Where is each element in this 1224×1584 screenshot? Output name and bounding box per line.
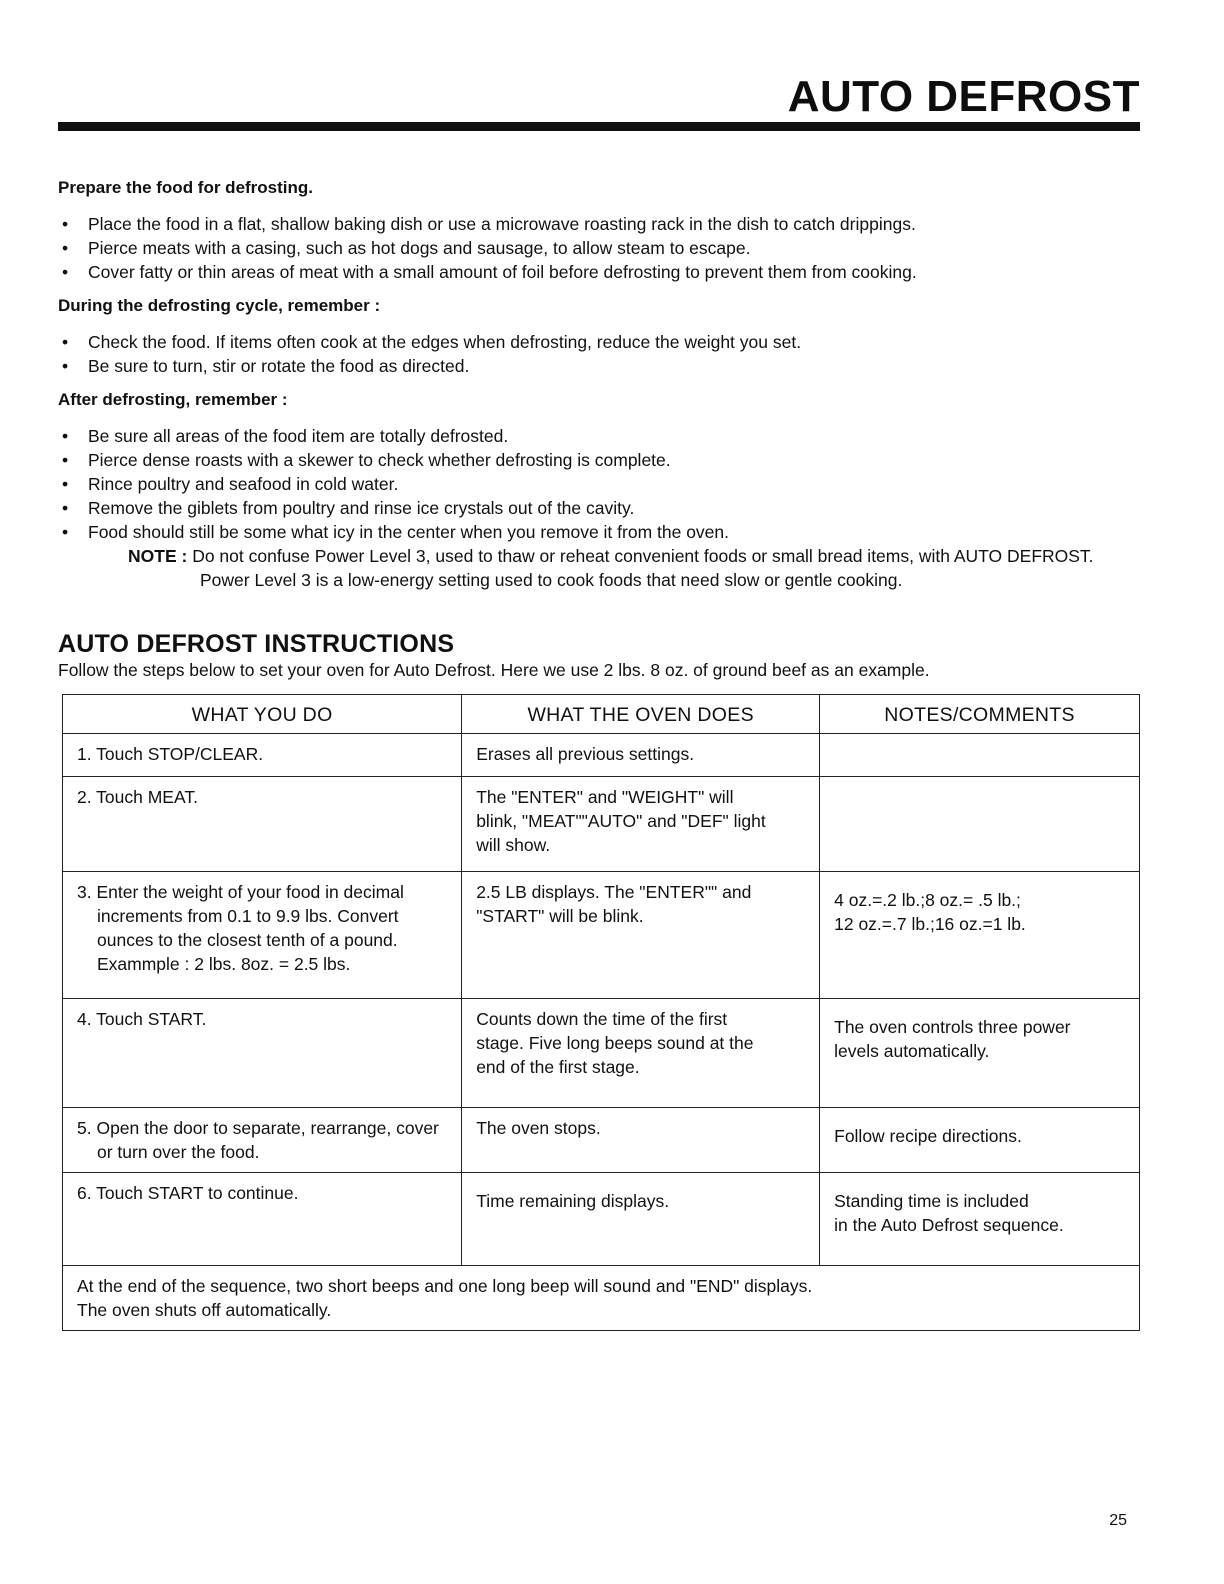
- step-cell: [63, 734, 462, 777]
- step-text: 6. Touch START to continue.: [77, 1183, 299, 1203]
- defrost-note: [128, 544, 1120, 592]
- table-row: [63, 734, 1140, 777]
- during-heading: During the defrosting cycle, remember :: [58, 296, 381, 315]
- notes-line: 12 oz.=.7 lb.;16 oz.=1 lb.: [834, 914, 1026, 934]
- oven-cell: [462, 999, 820, 1108]
- prepare-list: [58, 212, 1140, 284]
- step-text: 2. Touch MEAT.: [77, 787, 198, 807]
- footer-line: The oven shuts off automatically.: [77, 1300, 332, 1320]
- list-item: • Remove the giblets from poultry and rinse ice crystals out of the cavity.: [58, 496, 1140, 520]
- step-cell: [63, 999, 462, 1108]
- notes-line: Standing time is included: [834, 1191, 1029, 1211]
- instructions-title: AUTO DEFROST INSTRUCTIONS: [58, 630, 455, 658]
- footer-line: At the end of the sequence, two short beeps and one long beep will sound and "END" displays.: [77, 1276, 813, 1296]
- step-cell: [63, 777, 462, 872]
- list-item: • Pierce meats with a casing, such as hot dogs and sausage, to allow steam to escape.: [58, 236, 1140, 260]
- table-row: [63, 1173, 1140, 1266]
- title-rule: [58, 122, 1140, 131]
- list-item: • Be sure to turn, stir or rotate the food as directed.: [58, 354, 1140, 378]
- notes-line: 4 oz.=.2 lb.;8 oz.= .5 lb.;: [834, 890, 1021, 910]
- list-item: • Pierce dense roasts with a skewer to check whether defrosting is complete.: [58, 448, 1140, 472]
- step-text: 1. Touch STOP/CLEAR.: [77, 744, 264, 764]
- step-cell: [63, 872, 462, 999]
- prepare-heading: Prepare the food for defrosting.: [58, 178, 314, 197]
- column-header-notes: NOTES/COMMENTS: [820, 695, 1140, 734]
- notes-text: Follow recipe directions.: [834, 1126, 1022, 1146]
- table-row: [63, 1108, 1140, 1173]
- list-item: • Food should still be some what icy in the center when you remove it from the oven.: [58, 520, 1140, 544]
- note-label: NOTE :: [128, 546, 188, 566]
- notes-cell: [820, 734, 1140, 777]
- page-number: 25: [1109, 1512, 1127, 1529]
- oven-cell: [462, 1173, 820, 1266]
- oven-text: The oven stops.: [476, 1118, 601, 1138]
- notes-cell: [820, 872, 1140, 999]
- notes-cell: [820, 777, 1140, 872]
- during-list: [58, 330, 1140, 378]
- oven-cell: [462, 872, 820, 999]
- column-header-what-you-do: WHAT YOU DO: [63, 695, 462, 734]
- step-text: 4. Touch START.: [77, 1009, 207, 1029]
- after-heading: After defrosting, remember :: [58, 390, 288, 409]
- after-list: [58, 424, 1140, 544]
- column-header-what-oven-does: WHAT THE OVEN DOES: [462, 695, 820, 734]
- list-item: • Be sure all areas of the food item are totally defrosted.: [58, 424, 1140, 448]
- notes-cell: [820, 1108, 1140, 1173]
- page-title: AUTO DEFROST: [787, 72, 1140, 121]
- oven-text: Erases all previous settings.: [476, 744, 695, 764]
- step-cell: [63, 1173, 462, 1266]
- step-text: 5. Open the door to separate, rearrange, cover or turn over the food.: [77, 1118, 439, 1162]
- page-content: [58, 176, 1140, 1331]
- oven-text: Time remaining displays.: [476, 1191, 670, 1211]
- oven-cell: [462, 777, 820, 872]
- notes-text: The oven controls three power levels automatically.: [834, 1017, 1071, 1061]
- notes-line: in the Auto Defrost sequence.: [834, 1215, 1064, 1235]
- list-item: • Check the food. If items often cook at the edges when defrosting, reduce the weight you set.: [58, 330, 1140, 354]
- table-row: [63, 872, 1140, 999]
- oven-text: Counts down the time of the first stage. Five long beeps sound at the end of the first stage.: [476, 1009, 754, 1077]
- list-item: • Rince poultry and seafood in cold water.: [58, 472, 1140, 496]
- list-item: • Cover fatty or thin areas of meat with a small amount of foil before defrosting to prevent them from cooking.: [58, 260, 1140, 284]
- note-text: Do not confuse Power Level 3, used to thaw or reheat convenient foods or small bread items, with AUTO DEFROST. Power Level 3 is a low-energy setting used to cook foods that need slow or gentle cooking.: [192, 546, 1094, 590]
- table-header-row: [63, 695, 1140, 734]
- oven-text: 2.5 LB displays. The "ENTER"" and "START" will be blink.: [476, 882, 752, 926]
- instructions-intro: Follow the steps below to set your oven for Auto Defrost. Here we use 2 lbs. 8 oz. of ground beef as an example.: [58, 660, 930, 680]
- notes-cell: [820, 999, 1140, 1108]
- oven-cell: [462, 734, 820, 777]
- oven-cell: [462, 1108, 820, 1173]
- table-footer-row: [63, 1266, 1140, 1331]
- table-row: [63, 777, 1140, 872]
- list-item: • Place the food in a flat, shallow baking dish or use a microwave roasting rack in the dish to catch drippings.: [58, 212, 1140, 236]
- oven-text: The "ENTER" and "WEIGHT" will blink, "MEAT""AUTO" and "DEF" light will show.: [476, 787, 766, 855]
- footer-cell: [63, 1266, 1140, 1331]
- notes-cell: [820, 1173, 1140, 1266]
- step-text: 3. Enter the weight of your food in decimal increments from 0.1 to 9.9 lbs. Convert ounces to the closest tenth of a pound. Exammple : 2 lbs. 8oz. = 2.5 lbs.: [77, 882, 404, 974]
- table-row: [63, 999, 1140, 1108]
- step-cell: [63, 1108, 462, 1173]
- instructions-table: [62, 694, 1140, 1331]
